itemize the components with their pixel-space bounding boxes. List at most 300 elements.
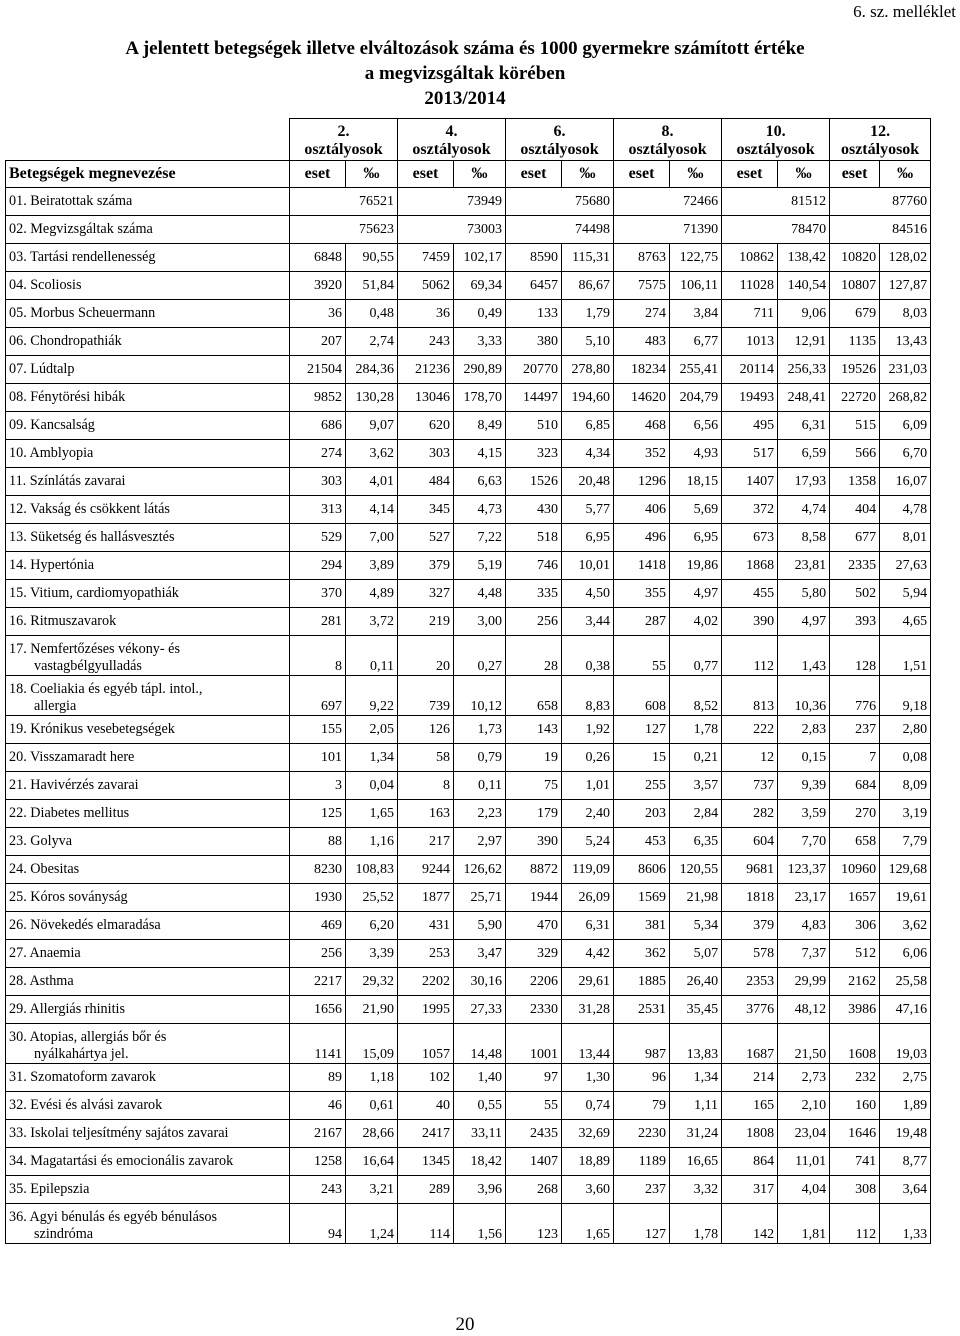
disease-name: 03. Tartási rendellenesség	[9, 249, 156, 265]
permille-cell: 1,18	[346, 1064, 398, 1092]
count-cell: 658	[830, 828, 880, 856]
permille-cell: 102,17	[454, 244, 506, 272]
permille-cell: 2,75	[880, 1064, 931, 1092]
count-cell: 10960	[830, 856, 880, 884]
count-cell: 163	[398, 800, 454, 828]
permille-cell: 1,65	[346, 800, 398, 828]
permille-cell: 8,09	[880, 772, 931, 800]
permille-cell: 1,81	[778, 1204, 830, 1244]
permille-cell: 7,70	[778, 828, 830, 856]
count-cell: 578	[722, 940, 778, 968]
count-cell: 58	[398, 744, 454, 772]
count-cell: 88	[290, 828, 346, 856]
disease-name-cell	[6, 996, 290, 1024]
count-cell: 219	[398, 608, 454, 636]
permille-cell: 248,41	[778, 384, 830, 412]
count-cell: 36	[290, 300, 346, 328]
count-cell: 1608	[830, 1024, 880, 1064]
permille-cell: 26,09	[562, 884, 614, 912]
count-cell: 237	[830, 716, 880, 744]
disease-name: 34. Magatartási és emocionális zavarok	[9, 1153, 234, 1169]
count-cell: 232	[830, 1064, 880, 1092]
permille-cell: 2,10	[778, 1092, 830, 1120]
permille-cell: 8,01	[880, 524, 931, 552]
count-cell: 89	[290, 1064, 346, 1092]
permille-cell: 4,34	[562, 440, 614, 468]
permille-cell: 3,72	[346, 608, 398, 636]
permille-cell: 3,62	[880, 912, 931, 940]
count-cell: 1868	[722, 552, 778, 580]
permille-cell: 3,89	[346, 552, 398, 580]
table-row	[6, 772, 931, 800]
count-cell: 430	[506, 496, 562, 524]
permille-cell: 140,54	[778, 272, 830, 300]
grade-number: 8.	[661, 123, 674, 140]
count-cell: 1877	[398, 884, 454, 912]
permille-cell: 16,64	[346, 1148, 398, 1176]
permille-cell: 255,41	[670, 356, 722, 384]
permille-cell: 6,85	[562, 412, 614, 440]
permille-cell: 4,14	[346, 496, 398, 524]
grade-label: osztályosok	[304, 141, 383, 158]
count-cell: 40	[398, 1092, 454, 1120]
table-row	[6, 300, 931, 328]
count-cell: 335	[506, 580, 562, 608]
permille-cell: 19,03	[880, 1024, 931, 1064]
count-cell: 1189	[614, 1148, 670, 1176]
table-row	[6, 912, 931, 940]
count-cell: 1885	[614, 968, 670, 996]
count-cell: 1818	[722, 884, 778, 912]
header-permille: ‰	[880, 161, 931, 188]
count-cell: 2202	[398, 968, 454, 996]
disease-name-cell	[6, 1176, 290, 1204]
permille-cell: 231,03	[880, 356, 931, 384]
table-row	[6, 216, 931, 244]
table-row	[6, 580, 931, 608]
disease-name-cell	[6, 328, 290, 356]
disease-name-cell	[6, 356, 290, 384]
count-cell: 114	[398, 1204, 454, 1244]
count-cell: 864	[722, 1148, 778, 1176]
count-cell: 10807	[830, 272, 880, 300]
disease-name-cell	[6, 440, 290, 468]
permille-cell: 5,07	[670, 940, 722, 968]
permille-cell: 4,42	[562, 940, 614, 968]
count-cell: 112	[722, 636, 778, 676]
permille-cell: 2,40	[562, 800, 614, 828]
disease-statistics-table	[5, 118, 931, 1244]
count-cell: 470	[506, 912, 562, 940]
permille-cell: 21,98	[670, 884, 722, 912]
disease-name: 28. Asthma	[9, 973, 74, 989]
disease-name-cell	[6, 716, 290, 744]
count-cell: 2230	[614, 1120, 670, 1148]
permille-cell: 26,40	[670, 968, 722, 996]
count-cell: 253	[398, 940, 454, 968]
count-cell: 3986	[830, 996, 880, 1024]
permille-cell: 0,21	[670, 744, 722, 772]
grade-label: osztályosok	[840, 141, 920, 158]
permille-cell: 1,78	[670, 1204, 722, 1244]
table-row	[6, 716, 931, 744]
permille-cell: 8,49	[454, 412, 506, 440]
count-cell: 345	[398, 496, 454, 524]
count-cell: 281	[290, 608, 346, 636]
permille-cell: 1,33	[880, 1204, 931, 1244]
disease-name: 35. Epilepszia	[9, 1181, 90, 1197]
count-cell: 274	[614, 300, 670, 328]
permille-cell: 6,95	[562, 524, 614, 552]
count-cell: 1135	[830, 328, 880, 356]
header-eset: eset	[398, 161, 454, 188]
permille-cell: 19,86	[670, 552, 722, 580]
disease-name-cell	[6, 1024, 290, 1064]
permille-cell: 11,01	[778, 1148, 830, 1176]
table-row	[6, 1148, 931, 1176]
count-cell: 317	[722, 1176, 778, 1204]
count-cell: 72466	[614, 188, 722, 216]
count-cell: 1995	[398, 996, 454, 1024]
permille-cell: 1,73	[454, 716, 506, 744]
disease-name: 04. Scoliosis	[9, 277, 82, 293]
permille-cell: 15,09	[346, 1024, 398, 1064]
count-cell: 102	[398, 1064, 454, 1092]
count-cell: 362	[614, 940, 670, 968]
permille-cell: 90,55	[346, 244, 398, 272]
permille-cell: 7,22	[454, 524, 506, 552]
permille-cell: 6,09	[880, 412, 931, 440]
permille-cell: 3,47	[454, 940, 506, 968]
table-row	[6, 676, 931, 716]
header-grade-row	[6, 119, 931, 161]
permille-cell: 4,15	[454, 440, 506, 468]
table-row	[6, 524, 931, 552]
count-cell: 15	[614, 744, 670, 772]
count-cell: 7459	[398, 244, 454, 272]
permille-cell: 2,97	[454, 828, 506, 856]
count-cell: 14497	[506, 384, 562, 412]
disease-name: 01. Beiratottak száma	[9, 193, 133, 209]
permille-cell: 178,70	[454, 384, 506, 412]
count-cell: 101	[290, 744, 346, 772]
count-cell: 711	[722, 300, 778, 328]
table-row	[6, 968, 931, 996]
count-cell: 112	[830, 1204, 880, 1244]
count-cell: 73949	[398, 188, 506, 216]
permille-cell: 128,02	[880, 244, 931, 272]
count-cell: 294	[290, 552, 346, 580]
table-row	[6, 244, 931, 272]
table-row	[6, 1092, 931, 1120]
permille-cell: 9,06	[778, 300, 830, 328]
permille-cell: 5,94	[880, 580, 931, 608]
count-cell: 1687	[722, 1024, 778, 1064]
count-cell: 8	[290, 636, 346, 676]
count-cell: 390	[506, 828, 562, 856]
permille-cell: 6,35	[670, 828, 722, 856]
permille-cell: 204,79	[670, 384, 722, 412]
header-eset: eset	[830, 161, 880, 188]
count-cell: 518	[506, 524, 562, 552]
count-cell: 75	[506, 772, 562, 800]
table-row	[6, 800, 931, 828]
disease-name-cell	[6, 524, 290, 552]
permille-cell: 5,34	[670, 912, 722, 940]
permille-cell: 0,55	[454, 1092, 506, 1120]
permille-cell: 4,97	[778, 608, 830, 636]
count-cell: 352	[614, 440, 670, 468]
disease-name-cell	[6, 856, 290, 884]
permille-cell: 9,22	[346, 676, 398, 716]
permille-cell: 0,11	[346, 636, 398, 676]
table-row	[6, 884, 931, 912]
document-title	[0, 36, 930, 111]
permille-cell: 16,65	[670, 1148, 722, 1176]
count-cell: 737	[722, 772, 778, 800]
permille-cell: 48,12	[778, 996, 830, 1024]
count-cell: 686	[290, 412, 346, 440]
count-cell: 222	[722, 716, 778, 744]
permille-cell: 3,62	[346, 440, 398, 468]
count-cell: 237	[614, 1176, 670, 1204]
table-row	[6, 1204, 931, 1244]
permille-cell: 31,24	[670, 1120, 722, 1148]
count-cell: 483	[614, 328, 670, 356]
count-cell: 380	[506, 328, 562, 356]
count-cell: 20	[398, 636, 454, 676]
permille-cell: 10,01	[562, 552, 614, 580]
permille-cell: 6,31	[778, 412, 830, 440]
header-permille: ‰	[562, 161, 614, 188]
count-cell: 512	[830, 940, 880, 968]
permille-cell: 4,97	[670, 580, 722, 608]
count-cell: 133	[506, 300, 562, 328]
count-cell: 12	[722, 744, 778, 772]
permille-cell: 19,61	[880, 884, 931, 912]
count-cell: 1944	[506, 884, 562, 912]
count-cell: 6457	[506, 272, 562, 300]
table-row	[6, 356, 931, 384]
count-cell: 94	[290, 1204, 346, 1244]
count-cell: 529	[290, 524, 346, 552]
count-cell: 78470	[722, 216, 830, 244]
count-cell: 287	[614, 608, 670, 636]
permille-cell: 120,55	[670, 856, 722, 884]
count-cell: 1358	[830, 468, 880, 496]
permille-cell: 4,74	[778, 496, 830, 524]
count-cell: 125	[290, 800, 346, 828]
permille-cell: 8,77	[880, 1148, 931, 1176]
disease-name-cell	[6, 608, 290, 636]
table-row	[6, 856, 931, 884]
count-cell: 1808	[722, 1120, 778, 1148]
count-cell: 21504	[290, 356, 346, 384]
permille-cell: 123,37	[778, 856, 830, 884]
count-cell: 243	[398, 328, 454, 356]
permille-cell: 1,01	[562, 772, 614, 800]
count-cell: 1001	[506, 1024, 562, 1064]
count-cell: 20770	[506, 356, 562, 384]
count-cell: 1407	[722, 468, 778, 496]
count-cell: 379	[398, 552, 454, 580]
grade-number: 10.	[765, 123, 786, 140]
permille-cell: 29,61	[562, 968, 614, 996]
disease-name: 09. Kancsalság	[9, 417, 95, 433]
permille-cell: 8,03	[880, 300, 931, 328]
permille-cell: 108,83	[346, 856, 398, 884]
count-cell: 55	[614, 636, 670, 676]
count-cell: 2167	[290, 1120, 346, 1148]
count-cell: 381	[614, 912, 670, 940]
count-cell: 1141	[290, 1024, 346, 1064]
count-cell: 306	[830, 912, 880, 940]
permille-cell: 32,69	[562, 1120, 614, 1148]
header-eset: eset	[614, 161, 670, 188]
permille-cell: 1,11	[670, 1092, 722, 1120]
count-cell: 393	[830, 608, 880, 636]
permille-cell: 6,63	[454, 468, 506, 496]
permille-cell: 31,28	[562, 996, 614, 1024]
count-cell: 28	[506, 636, 562, 676]
disease-name: 02. Megvizsgáltak száma	[9, 221, 153, 237]
count-cell: 697	[290, 676, 346, 716]
count-cell: 308	[830, 1176, 880, 1204]
table-row	[6, 744, 931, 772]
count-cell: 2531	[614, 996, 670, 1024]
permille-cell: 13,44	[562, 1024, 614, 1064]
permille-cell: 4,02	[670, 608, 722, 636]
disease-name-cell	[6, 1064, 290, 1092]
header-eset: eset	[290, 161, 346, 188]
permille-cell: 5,69	[670, 496, 722, 524]
disease-name-cell	[6, 468, 290, 496]
permille-cell: 7,37	[778, 940, 830, 968]
permille-cell: 3,44	[562, 608, 614, 636]
count-cell: 75680	[506, 188, 614, 216]
permille-cell: 138,42	[778, 244, 830, 272]
count-cell: 515	[830, 412, 880, 440]
disease-name: 20. Visszamaradt here	[9, 749, 135, 765]
permille-cell: 6,20	[346, 912, 398, 940]
table-row	[6, 1120, 931, 1148]
count-cell: 2162	[830, 968, 880, 996]
count-cell: 73003	[398, 216, 506, 244]
permille-cell: 2,74	[346, 328, 398, 356]
disease-name-cell	[6, 912, 290, 940]
table-row	[6, 496, 931, 524]
permille-cell: 2,83	[778, 716, 830, 744]
count-cell: 370	[290, 580, 346, 608]
count-cell: 8872	[506, 856, 562, 884]
count-cell: 404	[830, 496, 880, 524]
disease-name-cell	[6, 636, 290, 676]
permille-cell: 115,31	[562, 244, 614, 272]
count-cell: 7	[830, 744, 880, 772]
grade-number: 6.	[553, 123, 566, 140]
disease-name: 19. Krónikus vesebetegségek	[9, 721, 175, 737]
count-cell: 5062	[398, 272, 454, 300]
disease-name: 08. Fénytörési hibák	[9, 389, 126, 405]
header-grade-cell	[506, 119, 614, 161]
count-cell: 746	[506, 552, 562, 580]
table-row	[6, 412, 931, 440]
title-line-2: a megvizsgáltak körében	[364, 63, 566, 84]
table-row	[6, 1064, 931, 1092]
count-cell: 1407	[506, 1148, 562, 1176]
count-cell: 495	[722, 412, 778, 440]
permille-cell: 6,70	[880, 440, 931, 468]
permille-cell: 1,56	[454, 1204, 506, 1244]
table-row	[6, 828, 931, 856]
permille-cell: 9,18	[880, 676, 931, 716]
count-cell: 2206	[506, 968, 562, 996]
count-cell: 142	[722, 1204, 778, 1244]
permille-cell: 27,33	[454, 996, 506, 1024]
permille-cell: 12,91	[778, 328, 830, 356]
count-cell: 510	[506, 412, 562, 440]
count-cell: 1646	[830, 1120, 880, 1148]
count-cell: 1258	[290, 1148, 346, 1176]
count-cell: 9681	[722, 856, 778, 884]
permille-cell: 1,78	[670, 716, 722, 744]
count-cell: 303	[398, 440, 454, 468]
permille-cell: 33,11	[454, 1120, 506, 1148]
count-cell: 127	[614, 716, 670, 744]
permille-cell: 1,89	[880, 1092, 931, 1120]
disease-name-cell	[6, 828, 290, 856]
count-cell: 7575	[614, 272, 670, 300]
count-cell: 165	[722, 1092, 778, 1120]
count-cell: 21236	[398, 356, 454, 384]
permille-cell: 4,83	[778, 912, 830, 940]
count-cell: 355	[614, 580, 670, 608]
count-cell: 1418	[614, 552, 670, 580]
permille-cell: 6,77	[670, 328, 722, 356]
disease-name: 31. Szomatoform zavarok	[9, 1069, 156, 1085]
permille-cell: 284,36	[346, 356, 398, 384]
count-cell: 6848	[290, 244, 346, 272]
permille-cell: 21,50	[778, 1024, 830, 1064]
count-cell: 19526	[830, 356, 880, 384]
count-cell: 8590	[506, 244, 562, 272]
permille-cell: 3,64	[880, 1176, 931, 1204]
disease-name: 32. Evési és alvási zavarok	[9, 1097, 163, 1113]
permille-cell: 6,56	[670, 412, 722, 440]
permille-cell: 23,04	[778, 1120, 830, 1148]
grade-label: osztályosok	[628, 141, 707, 158]
annex-label: 6. sz. melléklet	[853, 2, 956, 21]
table-row	[6, 468, 931, 496]
permille-cell: 8,52	[670, 676, 722, 716]
count-cell: 179	[506, 800, 562, 828]
permille-cell: 1,65	[562, 1204, 614, 1244]
count-cell: 2353	[722, 968, 778, 996]
permille-cell: 10,12	[454, 676, 506, 716]
permille-cell: 1,92	[562, 716, 614, 744]
count-cell: 566	[830, 440, 880, 468]
count-cell: 1656	[290, 996, 346, 1024]
count-cell: 8763	[614, 244, 670, 272]
disease-name-cell	[6, 744, 290, 772]
permille-cell: 10,36	[778, 676, 830, 716]
permille-cell: 0,11	[454, 772, 506, 800]
permille-cell: 19,48	[880, 1120, 931, 1148]
disease-name-cell	[6, 300, 290, 328]
header-permille: ‰	[778, 161, 830, 188]
count-cell: 243	[290, 1176, 346, 1204]
count-cell: 620	[398, 412, 454, 440]
